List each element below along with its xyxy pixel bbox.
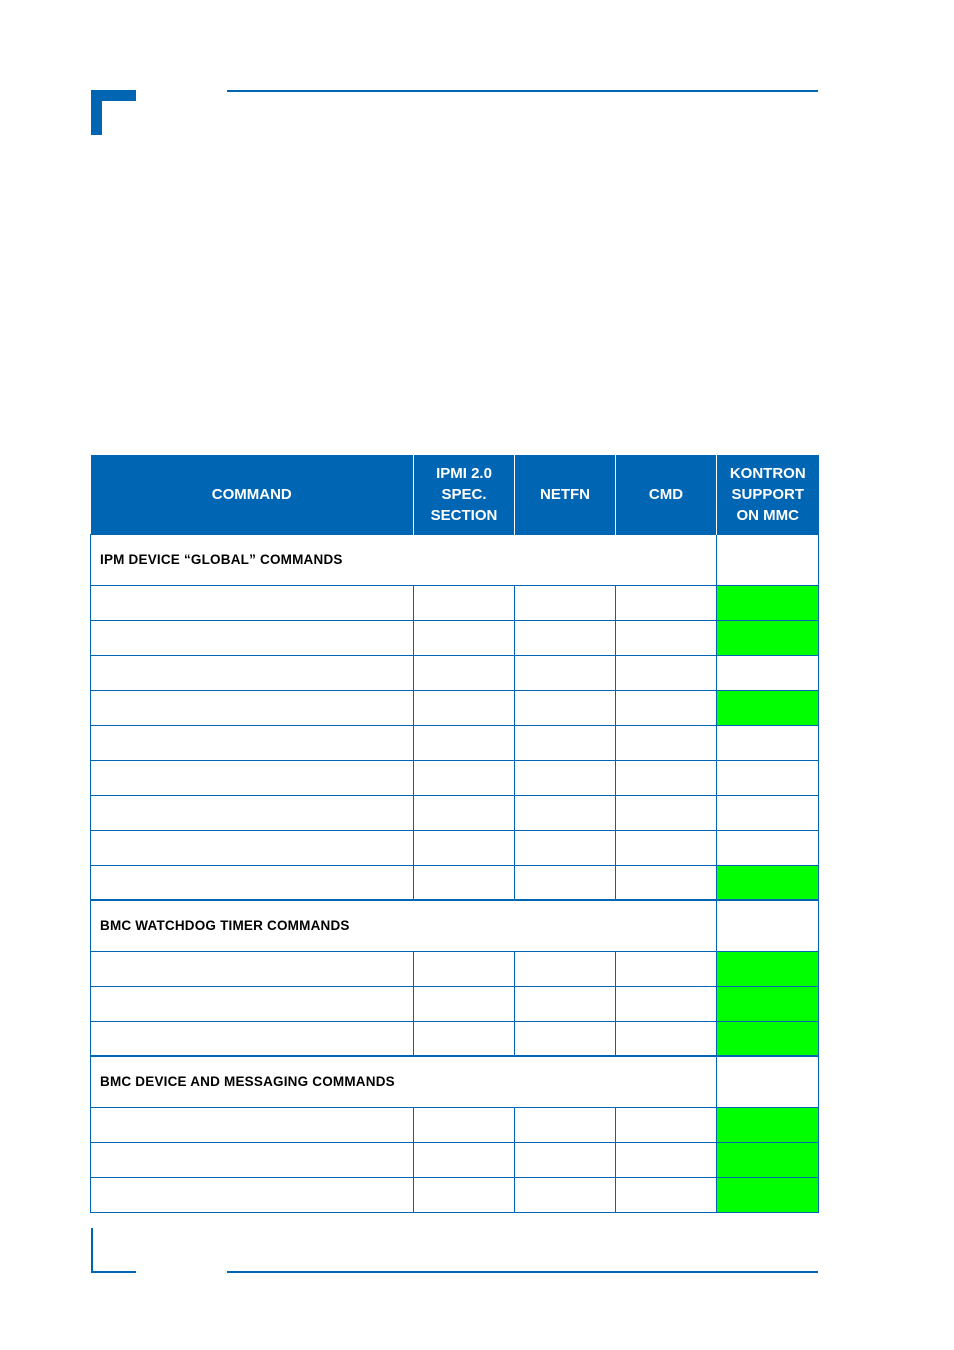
netfn-cell xyxy=(515,1021,616,1056)
command-cell xyxy=(91,585,414,620)
command-cell xyxy=(91,951,414,986)
section-support-cell xyxy=(717,534,819,585)
table-row xyxy=(91,1107,819,1142)
table-row xyxy=(91,620,819,655)
support-cell xyxy=(717,620,819,655)
cmd-cell xyxy=(616,690,717,725)
header-command: COMMAND xyxy=(91,455,414,534)
cmd-cell xyxy=(616,1177,717,1212)
table-row xyxy=(91,1177,819,1212)
command-cell xyxy=(91,1142,414,1177)
cmd-cell xyxy=(616,585,717,620)
table-row xyxy=(91,725,819,760)
support-cell xyxy=(717,865,819,900)
command-cell xyxy=(91,690,414,725)
netfn-cell xyxy=(515,620,616,655)
support-cell xyxy=(717,1021,819,1056)
section-support-cell xyxy=(717,900,819,951)
spec-section-cell xyxy=(414,1107,515,1142)
support-cell xyxy=(717,1142,819,1177)
table-row xyxy=(91,865,819,900)
cmd-cell xyxy=(616,725,717,760)
table-row xyxy=(91,986,819,1021)
cmd-cell xyxy=(616,1107,717,1142)
section-row xyxy=(91,1056,819,1107)
table-row xyxy=(91,830,819,865)
netfn-cell xyxy=(515,1107,616,1142)
cmd-cell xyxy=(616,655,717,690)
table-row xyxy=(91,951,819,986)
netfn-cell xyxy=(515,760,616,795)
cmd-cell xyxy=(616,1142,717,1177)
header-kontron-support: KONTRON SUPPORT ON MMC xyxy=(717,455,819,534)
ipmi-command-table xyxy=(90,455,819,1213)
support-cell xyxy=(717,655,819,690)
table-row xyxy=(91,585,819,620)
command-cell xyxy=(91,986,414,1021)
table-row xyxy=(91,690,819,725)
support-cell xyxy=(717,986,819,1021)
spec-section-cell xyxy=(414,830,515,865)
support-cell xyxy=(717,585,819,620)
netfn-cell xyxy=(515,951,616,986)
support-cell xyxy=(717,795,819,830)
netfn-cell xyxy=(515,830,616,865)
netfn-cell xyxy=(515,725,616,760)
command-cell xyxy=(91,1021,414,1056)
spec-section-cell xyxy=(414,620,515,655)
netfn-cell xyxy=(515,1142,616,1177)
support-cell xyxy=(717,760,819,795)
corner-mark-top-vertical xyxy=(91,90,102,135)
spec-section-cell xyxy=(414,585,515,620)
cmd-cell xyxy=(616,951,717,986)
section-support-cell xyxy=(717,1056,819,1107)
cmd-cell xyxy=(616,830,717,865)
command-cell xyxy=(91,795,414,830)
netfn-cell xyxy=(515,1177,616,1212)
spec-section-cell xyxy=(414,760,515,795)
cmd-cell xyxy=(616,760,717,795)
header-cmd: CMD xyxy=(616,455,717,534)
cmd-cell xyxy=(616,986,717,1021)
command-cell xyxy=(91,1177,414,1212)
section-title: IPM DEVICE “GLOBAL” COMMANDS xyxy=(91,534,717,585)
corner-mark-bottom xyxy=(91,1228,136,1273)
command-cell xyxy=(91,830,414,865)
spec-section-cell xyxy=(414,1021,515,1056)
cmd-cell xyxy=(616,1021,717,1056)
header-rule xyxy=(227,90,818,92)
cmd-cell xyxy=(616,795,717,830)
support-cell xyxy=(717,725,819,760)
spec-section-cell xyxy=(414,951,515,986)
netfn-cell xyxy=(515,986,616,1021)
corner-mark-bottom-vertical xyxy=(91,1228,93,1273)
spec-section-cell xyxy=(414,1177,515,1212)
section-row xyxy=(91,534,819,585)
spec-section-cell xyxy=(414,795,515,830)
corner-mark-bottom-horizontal xyxy=(91,1271,136,1273)
table-row xyxy=(91,795,819,830)
section-title: BMC WATCHDOG TIMER COMMANDS xyxy=(91,900,717,951)
command-cell xyxy=(91,865,414,900)
command-cell xyxy=(91,760,414,795)
command-cell xyxy=(91,1107,414,1142)
table-row xyxy=(91,1142,819,1177)
cmd-cell xyxy=(616,620,717,655)
section-title: BMC DEVICE AND MESSAGING COMMANDS xyxy=(91,1056,717,1107)
netfn-cell xyxy=(515,655,616,690)
spec-section-cell xyxy=(414,986,515,1021)
support-cell xyxy=(717,690,819,725)
spec-section-cell xyxy=(414,725,515,760)
netfn-cell xyxy=(515,865,616,900)
netfn-cell xyxy=(515,690,616,725)
spec-section-cell xyxy=(414,655,515,690)
footer-rule xyxy=(227,1271,818,1273)
table-row xyxy=(91,760,819,795)
command-cell xyxy=(91,620,414,655)
table-row xyxy=(91,1021,819,1056)
spec-section-cell xyxy=(414,865,515,900)
support-cell xyxy=(717,951,819,986)
command-cell xyxy=(91,655,414,690)
cmd-cell xyxy=(616,865,717,900)
table-header-row xyxy=(91,455,819,534)
netfn-cell xyxy=(515,795,616,830)
spec-section-cell xyxy=(414,690,515,725)
header-spec-section: IPMI 2.0 SPEC. SECTION xyxy=(414,455,515,534)
command-cell xyxy=(91,725,414,760)
corner-mark-top xyxy=(91,90,136,135)
table-row xyxy=(91,655,819,690)
support-cell xyxy=(717,1107,819,1142)
header-netfn: NETFN xyxy=(515,455,616,534)
spec-section-cell xyxy=(414,1142,515,1177)
support-cell xyxy=(717,1177,819,1212)
support-cell xyxy=(717,830,819,865)
table-body xyxy=(91,534,819,1212)
section-row xyxy=(91,900,819,951)
netfn-cell xyxy=(515,585,616,620)
